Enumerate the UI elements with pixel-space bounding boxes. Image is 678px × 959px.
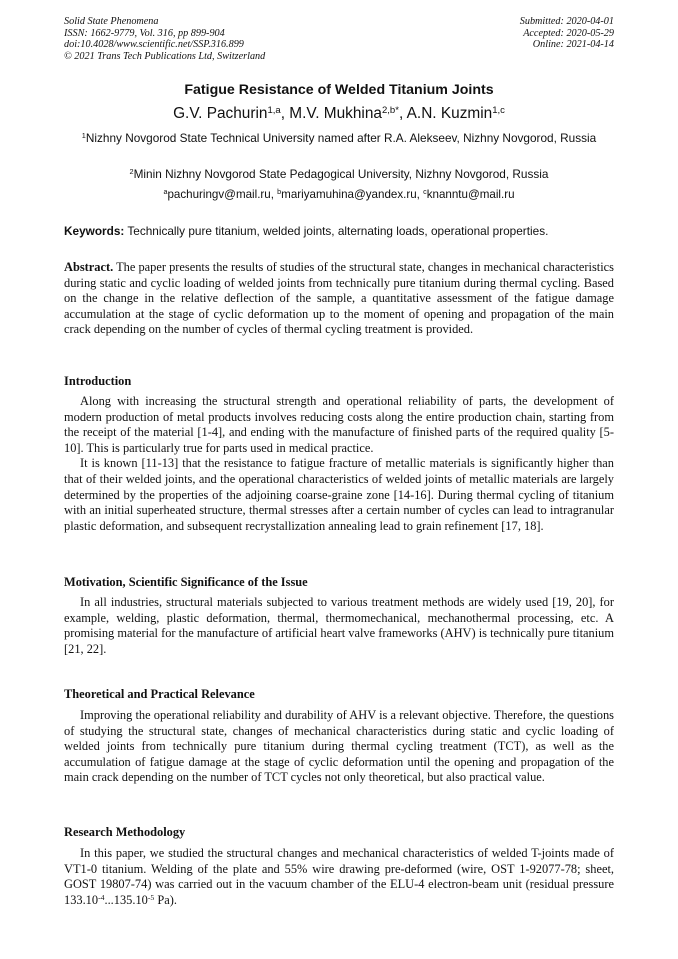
author-name: M.V. Mukhina <box>289 105 382 122</box>
author-superscript: 1,a <box>267 104 281 116</box>
author-superscript: 2,b* <box>381 104 399 116</box>
paragraph: Along with increasing the structural strength and operational reliability of parts, the development of modern production of metal products involves reducing costs along the entire production chain, starting from the receipt of the material [1-4], and ending with the manufacture of finished parts of the required quality [5-10]. This is particularly true for parts used in medical practice. <box>64 394 614 455</box>
section-body-methodology <box>64 846 614 908</box>
affiliation-1 <box>64 130 614 146</box>
abstract <box>64 260 614 338</box>
email-superscript: c <box>423 187 427 197</box>
publication-dates <box>520 16 614 51</box>
paragraph-text: Pa). <box>154 892 177 907</box>
author-superscript: 1,c <box>492 104 505 116</box>
paragraph: In all industries, structural materials subjected to various treatment methods are widely used [19, 20], for example, welding, plastic deformation, thermal, thermomechanical, mechanothermal processing, etc. A promising material for the manufacture of artificial heart valve frameworks (AHV) is technically pure titanium [21, 22]. <box>64 595 614 656</box>
paragraph-text: In this paper, we studied the structural changes and mechanical characteristics of welded T-joints made of VT1-0 titanium. Welding of the plate and 55% wire drawing pre-deformed (wire, OST 1-92077-78; sheet, GOST 19807-74) was carried out in the vacuum chamber of the ELU-4 electron-beam unit (residual pressure 133.10 <box>64 846 614 907</box>
affiliation-2 <box>64 166 614 182</box>
copyright-line: © 2021 Trans Tech Publications Ltd, Switzerland <box>64 50 266 62</box>
section-heading-relevance: Theoretical and Practical Relevance <box>64 687 255 701</box>
author-name: A.N. Kuzmin <box>406 105 493 122</box>
section-heading-introduction: Introduction <box>64 374 132 388</box>
exponent: -4 <box>98 892 105 902</box>
journal-name: Solid State Phenomena <box>64 16 159 27</box>
section-body-introduction <box>64 394 614 534</box>
section-heading-methodology: Research Methodology <box>64 825 186 839</box>
keywords-text: Technically pure titanium, welded joints, alternating loads, operational properties. <box>124 224 549 238</box>
affiliation-text: Nizhny Novgorod State Technical University named after R.A. Alekseev, Nizhny Novgorod, Russia <box>85 131 597 145</box>
issn-line: ISSN: 1662-9779, Vol. 316, pp 899-904 <box>64 27 225 39</box>
paragraph: It is known [11-13] that the resistance to fatigue fracture of metallic materials is significantly higher than that of their welded joints, and the operational characteristics of welded joints of metallic materials are largely determined by the properties of the adjoining coarse-graine zone [14-16]. During thermal cycling of titanium with an initial superheated structure, thermal stresses after a certain number of cycles can lead to intragranular plastic deformation, and subsequent recrystallization annealing lead to grain refinement [17, 18]. <box>64 456 614 533</box>
paper-title: Fatigue Resistance of Welded Titanium Joints <box>184 82 494 98</box>
keywords-label: Keywords: <box>64 224 125 238</box>
paragraph <box>64 846 614 908</box>
abstract-label: Abstract. <box>64 260 114 274</box>
affiliation-superscript: 1 <box>81 130 86 140</box>
affiliation-text: Minin Nizhny Novgorod State Pedagogical University, Nizhny Novgorod, Russia <box>133 167 549 181</box>
abstract-text: The paper presents the results of studies of the structural state, changes in mechanical characteristics during static and cyclic loading of welded joints from technically pure titanium during thermal cycling. Based on the change in the relative deflection of the sample, a quantitative assessment of the fatigue damage accumulation at the stage of cyclic deformation up to the moment of opening and propagation of the main crack depending on the number of cycles of thermal cycling treatment is provided. <box>64 260 614 337</box>
author-name: G.V. Pachurin <box>173 105 268 122</box>
email-superscript: b <box>277 187 282 197</box>
author-emails <box>64 188 614 201</box>
email-link[interactable]: pachuringv@mail.ru, <box>167 188 278 201</box>
affiliation-superscript: 2 <box>129 166 134 176</box>
keywords <box>64 224 614 238</box>
journal-info <box>64 16 265 62</box>
paragraph-text: ...135.10 <box>104 892 148 907</box>
online-date: Online: 2021-04-14 <box>532 39 614 51</box>
doi-line[interactable]: doi:10.4028/www.scientific.net/SSP.316.899 <box>64 39 244 51</box>
section-heading-motivation: Motivation, Scientific Significance of the Issue <box>64 575 308 589</box>
section-body-motivation <box>64 595 614 657</box>
exponent: -5 <box>147 892 155 902</box>
author-list: G.V. Pachurin$^{1,a}$, M.V. Mukhina$^{2,b*}$, A.N. Kuzmin$^{1,c}$ <box>173 104 505 122</box>
section-body-relevance <box>64 708 614 786</box>
accepted-date: Accepted: 2020-05-29 <box>523 27 614 39</box>
email-link[interactable]: mariyamuhina@yandex.ru, <box>281 188 424 201</box>
submitted-date: Submitted: 2020-04-01 <box>519 16 614 27</box>
paragraph: Improving the operational reliability and durability of AHV is a relevant objective. Therefore, the questions of studying the structural state, changes of mechanical characteristics during static and cyclic loading of welded joints from technically pure titanium during thermal cycling treatment (TCT), as well as the accumulation of fatigue damage at the stage of cyclic deformation until the opening and propagation of the main crack depending on the number of TCT cycles not only theoretical, but also practical value. <box>64 708 614 785</box>
email-superscript: a <box>163 187 168 197</box>
email-link[interactable]: knanntu@mail.ru <box>426 188 515 201</box>
